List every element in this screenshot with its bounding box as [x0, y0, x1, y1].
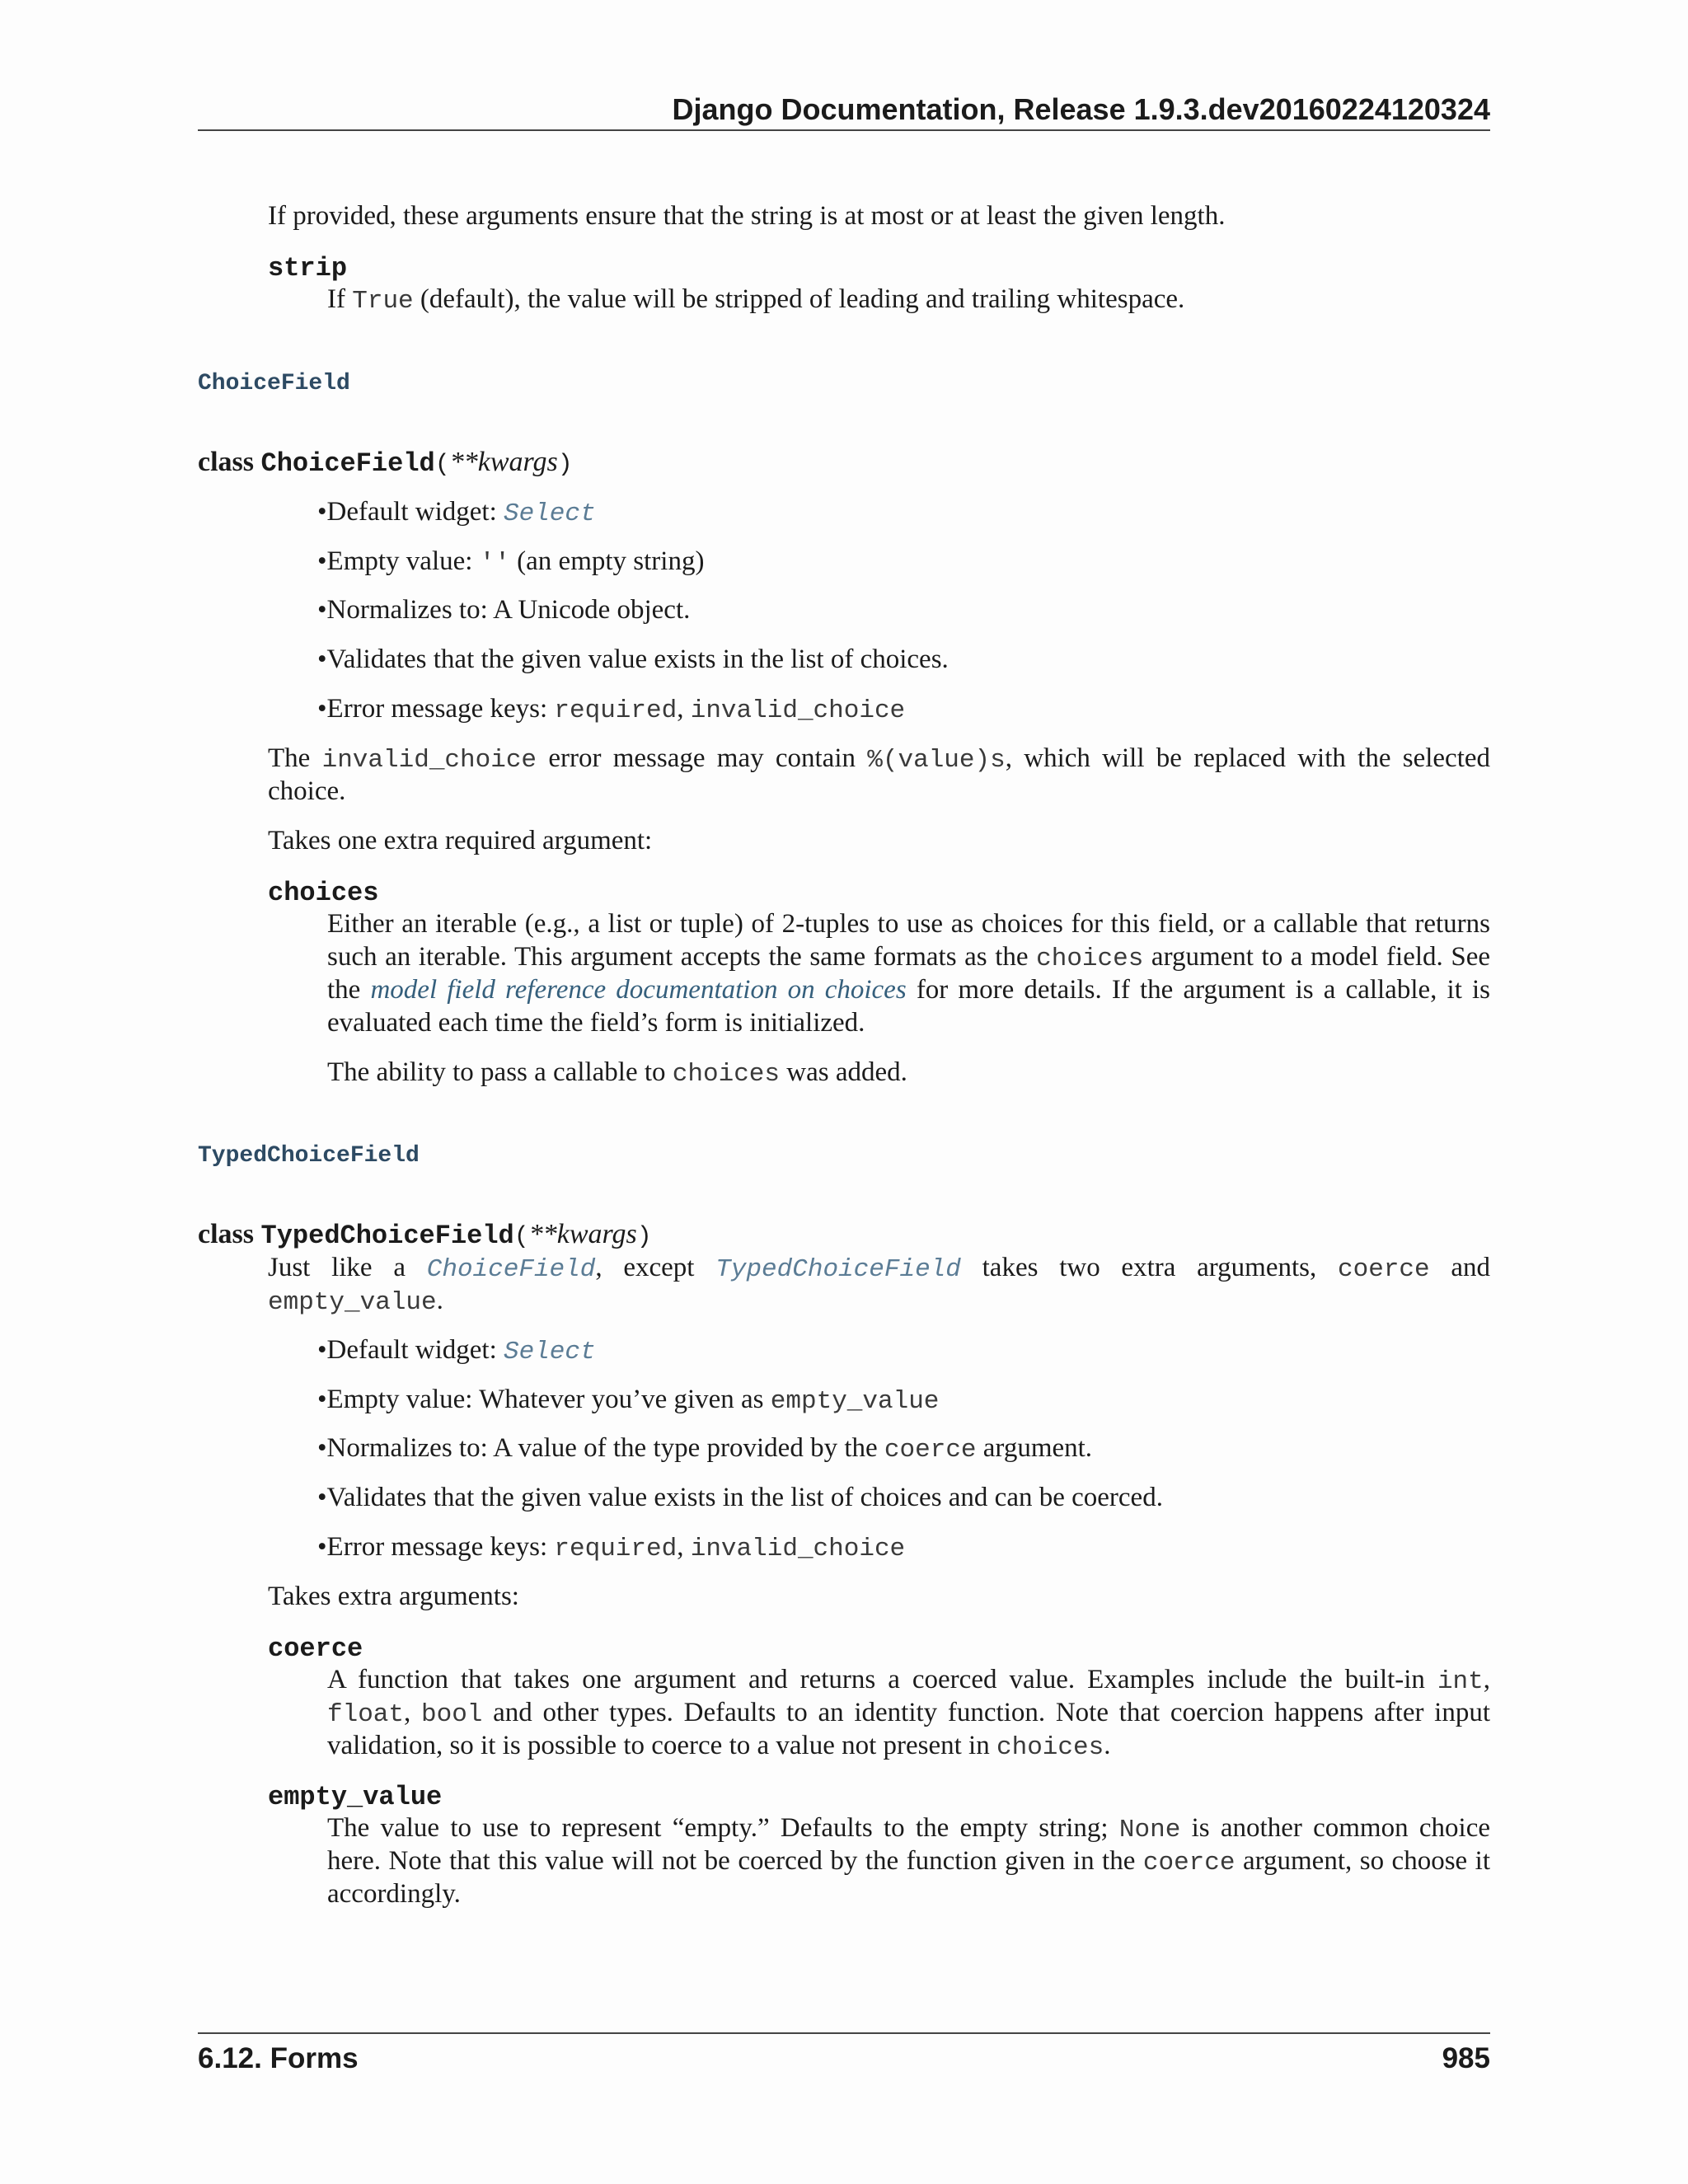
choices-description-line: evaluated each time the field’s form is initialized. — [327, 1008, 865, 1038]
coerce-description-line: A function that takes one argument and returns a coerced value. Examples include the built-in int, — [327, 1665, 1491, 1696]
list-item: •Default widget: Select — [317, 497, 596, 528]
choicefield-signature: class ChoiceField(**kwargs) — [198, 447, 573, 479]
choicefield-link[interactable]: ChoiceField — [426, 1255, 596, 1284]
list-item: •Normalizes to: A value of the type provided by the coerce argument. — [317, 1433, 1093, 1465]
empty-value-description-line: here. Note that this value will not be coerced by the function given in the coerce argument, so choose it — [327, 1846, 1491, 1877]
header-rule — [198, 129, 1490, 131]
typedchoicefield-intro: Just like a ChoiceField, except TypedChoiceField takes two extra arguments, coerce and — [268, 1253, 1491, 1284]
footer-section: 6.12. Forms — [198, 2042, 359, 2074]
choices-description-line: such an iterable. This argument accepts the same formats as the choices argument to a model field. See — [327, 942, 1491, 973]
model-field-reference-link[interactable]: model field reference documentation on choices — [370, 975, 907, 1005]
empty-value-term: empty_value — [268, 1782, 443, 1812]
coerce-term: coerce — [268, 1633, 363, 1664]
extra-arguments-paragraph: Takes extra arguments: — [268, 1582, 519, 1611]
list-item: •Normalizes to: A Unicode object. — [317, 595, 691, 625]
typedchoicefield-heading[interactable]: TypedChoiceField — [198, 1143, 420, 1169]
typedchoicefield-link[interactable]: TypedChoiceField — [715, 1255, 961, 1284]
list-item: •Validates that the given value exists in the list of choices and can be coerced. — [317, 1483, 1163, 1512]
list-item: •Error message keys: required, invalid_choice — [317, 1532, 906, 1563]
versionchanged-note: The ability to pass a callable to choices was added. — [327, 1057, 907, 1089]
intro-paragraph: If provided, these arguments ensure that the string is at most or at least the given length. — [268, 201, 1226, 231]
choicefield-heading[interactable]: ChoiceField — [198, 371, 350, 396]
list-item: •Default widget: Select — [317, 1335, 596, 1366]
choices-description-line: the model field reference documentation on choices for more details. If the argument is a callable, it is — [327, 975, 1491, 1005]
select-widget-link[interactable]: Select — [504, 499, 596, 528]
choices-description-line: Either an iterable (e.g., a list or tuple) of 2-tuples to use as choices for this field, or a callable that returns — [327, 909, 1490, 939]
running-header: Django Documentation, Release 1.9.3.dev20160224120324 — [672, 92, 1490, 126]
list-item: •Empty value: Whatever you’ve given as empty_value — [317, 1385, 940, 1416]
list-item: •Empty value: '' (an empty string) — [317, 546, 705, 578]
strip-description: If True (default), the value will be stripped of leading and trailing whitespace. — [327, 284, 1185, 316]
extra-argument-paragraph: Takes one extra required argument: — [268, 826, 653, 855]
invalid-choice-paragraph: The invalid_choice error message may contain %(value)s, which will be replaced with the selected — [268, 743, 1491, 775]
typedchoicefield-intro-end: empty_value. — [268, 1286, 443, 1317]
strip-term: strip — [268, 253, 348, 284]
empty-value-description-line: The value to use to represent “empty.” Defaults to the empty string; None is another common choice — [327, 1813, 1490, 1844]
page-number: 985 — [1442, 2042, 1490, 2074]
coerce-description-line: float, bool and other types. Defaults to an identity function. Note that coercion happens after input — [327, 1698, 1491, 1729]
empty-value-description-line: accordingly. — [327, 1879, 461, 1909]
select-widget-link[interactable]: Select — [504, 1338, 596, 1366]
footer-rule — [198, 2032, 1490, 2034]
list-item: •Validates that the given value exists in the list of choices. — [317, 644, 949, 674]
coerce-description-line: validation, so it is possible to coerce to a value not present in choices. — [327, 1731, 1111, 1762]
choices-term: choices — [268, 878, 379, 908]
invalid-choice-paragraph-end: choice. — [268, 776, 346, 806]
list-item: •Error message keys: required, invalid_choice — [317, 694, 906, 725]
typedchoicefield-signature: class TypedChoiceField(**kwargs) — [198, 1219, 652, 1251]
